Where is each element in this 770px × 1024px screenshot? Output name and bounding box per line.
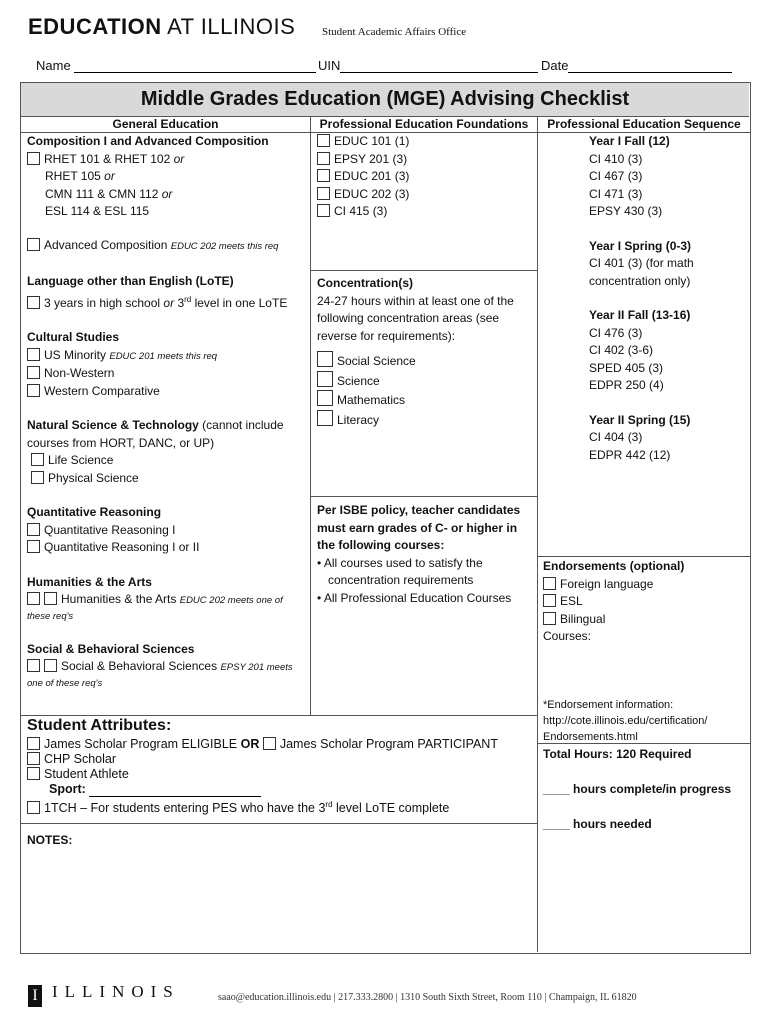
lote-text-c: level in one LoTE (194, 295, 288, 310)
hum-item[interactable] (27, 591, 293, 610)
tch-text-b: level LoTE complete (336, 801, 450, 816)
y2-fall-heading: Year II Fall (13-16) (589, 308, 691, 322)
notes-label: NOTES: (27, 833, 73, 847)
soc-label: Social & Behavioral Sciences (61, 659, 218, 673)
y2-spring-course: EDPR 442 (12) (589, 447, 671, 462)
athlete-item[interactable] (27, 767, 498, 782)
y2-fall-course: CI 402 (3-6) (589, 343, 654, 357)
quant-1-label: Quantitative Reasoning I (44, 522, 176, 537)
nat-note-2: courses from HORT, DANC, or UP) (27, 435, 215, 450)
course-label: EDUC 101 (1) (334, 134, 410, 148)
uin-line[interactable] (340, 60, 538, 73)
endorse-info-1: *Endorsement information: (543, 699, 674, 711)
or-text: or (104, 169, 115, 183)
name-label: Name (36, 58, 71, 73)
comp-line-3-row (27, 186, 293, 204)
soc-heading: Social & Behavioral Sciences (27, 641, 195, 656)
checkbox[interactable] (543, 612, 556, 625)
checkbox[interactable] (27, 366, 40, 379)
cult-wc-label: Western Comparative (44, 383, 160, 398)
isbe-bullet-1b: concentration requirements (328, 573, 474, 587)
y1-fall-course: CI 471 (3) (589, 186, 643, 201)
checkbox[interactable] (317, 169, 330, 182)
y1-spring-line-2: concentration only) (589, 273, 691, 288)
course-item[interactable] (317, 186, 409, 204)
course-item[interactable] (317, 203, 409, 221)
y1-fall-course: CI 410 (3) (589, 151, 643, 166)
office-name: Student Academic Affairs Office (322, 26, 467, 38)
conc-line-3: reverse for requirements): (317, 328, 456, 343)
divider-isbe (311, 496, 537, 497)
divider-gen-found (310, 116, 311, 715)
concentration-block (317, 275, 514, 429)
conc-line-2: following concentration areas (see (317, 311, 500, 325)
checkbox[interactable] (543, 594, 556, 607)
cult-us-item[interactable] (27, 347, 293, 366)
isbe-bullet-2: • All Professional Education Courses (317, 590, 512, 605)
brand-bold: EDUCATION (28, 14, 162, 39)
checkbox[interactable] (44, 659, 57, 672)
foundations-courses (317, 133, 409, 221)
lote-item[interactable] (27, 291, 293, 313)
comp-line-3: CMN 111 & CMN 112 (45, 186, 159, 201)
date-line[interactable] (568, 60, 732, 73)
gen-ed-column (27, 133, 293, 690)
name-field[interactable] (36, 58, 316, 73)
endorse-info-link-1[interactable]: http://cote.illinois.edu/certification/ (543, 715, 708, 727)
endorse-heading: Endorsements (optional) (543, 559, 685, 573)
y1-fall-heading: Year I Fall (12) (589, 134, 670, 148)
cult-wc-item[interactable] (27, 383, 293, 401)
divider-found-seq (537, 116, 538, 952)
checkbox[interactable] (27, 238, 40, 251)
checkbox[interactable] (27, 659, 40, 672)
hum-heading: Humanities & the Arts (27, 574, 152, 589)
or-text: or (173, 151, 185, 166)
comp-item[interactable] (27, 151, 293, 169)
checkbox[interactable] (27, 540, 40, 553)
cult-us-label: US Minority (44, 347, 107, 362)
cult-nw-label: Non-Western (44, 366, 115, 380)
endorse-label: ESL (560, 594, 583, 608)
isbe-bullet-1: • All courses used to satisfy the (317, 555, 483, 570)
comp-line-2: RHET 105 (45, 169, 101, 183)
hours-needed[interactable]: ____ hours needed (543, 817, 652, 831)
adv-comp-note: EDUC 202 meets this req (170, 240, 279, 252)
isbe-bullet-1-text: All courses used to satisfy the (323, 555, 483, 570)
comp-line-1: RHET 101 & RHET 102 (44, 151, 171, 166)
col-prof-seq: Professional Education Sequence (547, 117, 741, 131)
checkbox[interactable] (27, 592, 40, 605)
conc-area-label: Literacy (337, 412, 380, 427)
checkbox[interactable] (317, 187, 330, 200)
conc-area-item[interactable] (317, 351, 514, 371)
nat-life-item[interactable] (27, 452, 293, 470)
checkbox[interactable] (27, 801, 40, 814)
y2-spring-heading: Year II Spring (15) (589, 412, 691, 427)
james-participant: James Scholar Program PARTICIPANT (279, 737, 498, 751)
checkbox[interactable] (31, 453, 44, 466)
checkbox[interactable] (27, 752, 40, 765)
checkbox[interactable] (27, 767, 40, 780)
uin-label: UIN (318, 58, 341, 73)
checkbox[interactable] (44, 592, 57, 605)
quant-2-item[interactable] (27, 539, 293, 557)
quant-1-item[interactable] (27, 522, 293, 540)
checkbox[interactable] (27, 296, 40, 309)
endorse-item[interactable] (543, 611, 684, 629)
course-item[interactable] (317, 151, 409, 169)
divider-endorse (538, 556, 750, 557)
name-line[interactable] (74, 60, 316, 73)
divider-conc (311, 270, 537, 271)
checkbox[interactable] (27, 384, 40, 397)
nat-heading: Natural Science & Technology (27, 418, 199, 432)
endorse-label: Foreign language (560, 576, 654, 591)
y1-fall-course: CI 467 (3) (589, 169, 643, 183)
or-text: or (161, 186, 173, 201)
hours-complete[interactable]: ____ hours complete/in progress (543, 782, 732, 796)
endorsements-block (543, 558, 684, 646)
sport-line[interactable] (89, 784, 261, 797)
uin-field[interactable] (318, 58, 538, 73)
nat-life-label: Life Science (48, 453, 114, 467)
attributes-block (27, 737, 498, 816)
courses-label: Courses: (543, 629, 592, 643)
hum-note-1: EDUC 202 meets one of (179, 595, 283, 606)
lote-heading: Language other than English (LoTE) (27, 274, 234, 288)
checkbox[interactable] (27, 348, 40, 361)
course-label: EDUC 202 (3) (334, 186, 410, 201)
tch-text-a: 1TCH – For students entering PES who have the 3 (44, 801, 326, 816)
endorse-label: Bilingual (560, 611, 606, 626)
endorse-info (543, 697, 707, 745)
checkbox[interactable] (317, 371, 333, 387)
checkbox[interactable] (317, 134, 330, 147)
y1-spring-heading: Year I Spring (0-3) (589, 238, 692, 253)
cult-heading: Cultural Studies (27, 330, 120, 344)
checkbox[interactable] (31, 471, 44, 484)
date-label: Date (541, 58, 569, 73)
conc-heading: Concentration(s) (317, 276, 413, 290)
james-eligible: James Scholar Program ELIGIBLE (44, 737, 238, 751)
sport-field[interactable] (27, 782, 498, 797)
nat-heading-row (27, 417, 293, 435)
date-field[interactable] (541, 58, 732, 73)
checkbox[interactable] (27, 737, 40, 750)
quant-heading: Quantitative Reasoning (27, 505, 162, 519)
quant-2-label: Quantitative Reasoning I or II (44, 540, 200, 554)
col-gen-ed: General Education (112, 117, 219, 131)
james-row (27, 737, 498, 752)
page-title: Middle Grades Education (MGE) Advising Checklist (21, 83, 749, 117)
total-hours: Total Hours: 120 Required (543, 747, 692, 761)
y2-spring-course: CI 404 (3) (589, 430, 643, 444)
comp-line-2-row (27, 168, 293, 186)
checkbox[interactable] (317, 390, 333, 406)
hum-note-2: these req's (27, 610, 74, 622)
isbe-line-2: must earn grades of C- or higher in (317, 520, 518, 535)
course-label: EDUC 201 (3) (334, 169, 410, 183)
brand-light: AT ILLINOIS (167, 14, 296, 39)
lote-text-a: 3 years in high school (44, 295, 161, 310)
comp-line-4: ESL 114 & ESL 115 (45, 204, 150, 218)
adv-comp-label: Advanced Composition (44, 237, 168, 252)
col-prof-found: Professional Education Foundations (319, 117, 529, 131)
chp-label: CHP Scholar (44, 752, 117, 766)
checkbox[interactable] (317, 351, 333, 367)
or-text: OR (240, 737, 260, 751)
checkbox[interactable] (543, 577, 556, 590)
isbe-line-1: Per ISBE policy, teacher candidates (317, 503, 521, 517)
course-label: EPSY 201 (3) (334, 151, 408, 166)
conc-area-label: Mathematics (337, 393, 406, 407)
conc-area-label: Social Science (337, 354, 416, 368)
checkbox[interactable] (27, 523, 40, 536)
y2-fall-course: EDPR 250 (4) (589, 378, 664, 392)
soc-item[interactable] (27, 658, 293, 677)
footer-contact: saao@education.illinois.edu | 217.333.2800 | 1310 South Sixth Street, Room 110 | Champaign, IL 61820 (218, 992, 637, 1003)
sequence-block (589, 133, 694, 464)
y1-spring-line-1: CI 401 (3) (for math (589, 256, 694, 270)
nat-phys-label: Physical Science (48, 470, 139, 485)
conc-areas (317, 351, 514, 429)
y1-fall-course: EPSY 430 (3) (589, 204, 663, 218)
isbe-block (317, 502, 520, 607)
nat-note-1: (cannot include (202, 418, 284, 432)
conc-line-1: 24-27 hours within at least one of the (317, 293, 514, 308)
soc-note-2: one of these req's (27, 677, 103, 689)
cult-nw-item[interactable] (27, 365, 293, 383)
checkbox[interactable] (27, 152, 40, 165)
checkbox[interactable] (263, 737, 276, 750)
divider-attributes (21, 715, 537, 716)
nat-phys-item[interactable] (27, 470, 293, 488)
chp-item[interactable] (27, 752, 498, 767)
course-item[interactable] (317, 168, 409, 186)
cult-us-note: EDUC 201 meets this req (109, 350, 218, 362)
checkbox[interactable] (317, 410, 333, 426)
divider-notes (21, 823, 537, 824)
course-label: CI 415 (3) (334, 204, 388, 218)
soc-note-1: EPSY 201 meets (220, 662, 293, 673)
endorse-item[interactable] (543, 576, 684, 594)
isbe-line-3: the following courses: (317, 538, 445, 552)
tch-sup: rd (325, 800, 333, 809)
y2-fall-course: CI 476 (3) (589, 325, 643, 340)
brand-wordmark (28, 14, 295, 40)
conc-area-item[interactable] (317, 410, 514, 430)
conc-area-item[interactable] (317, 390, 514, 410)
course-item[interactable] (317, 133, 409, 151)
isbe-bullet-2-text: All Professional Education Courses (323, 590, 512, 605)
sport-label: Sport: (49, 782, 86, 796)
attributes-heading: Student Attributes: (27, 717, 172, 734)
y2-fall-course: SPED 405 (3) (589, 360, 664, 375)
illinois-logo (28, 982, 180, 1007)
logo-text: ILLINOIS (52, 982, 180, 1001)
or-text: or (163, 295, 175, 310)
athlete-label: Student Athlete (44, 767, 129, 781)
tch-item[interactable] (27, 797, 498, 816)
comp-heading: Composition I and Advanced Composition (27, 134, 269, 148)
adv-comp-item[interactable] (27, 237, 293, 256)
checkbox[interactable] (317, 152, 330, 165)
checkbox[interactable] (317, 204, 330, 217)
endorse-item[interactable] (543, 593, 684, 611)
conc-area-item[interactable] (317, 371, 514, 391)
lote-sup: rd (184, 294, 192, 304)
endorse-info-link-2[interactable]: Endorsements.html (543, 731, 638, 743)
conc-area-label: Science (337, 373, 380, 388)
hum-label: Humanities & the Arts (61, 592, 177, 606)
lote-text-b: 3 (177, 295, 185, 310)
block-i-icon: I (28, 985, 42, 1007)
